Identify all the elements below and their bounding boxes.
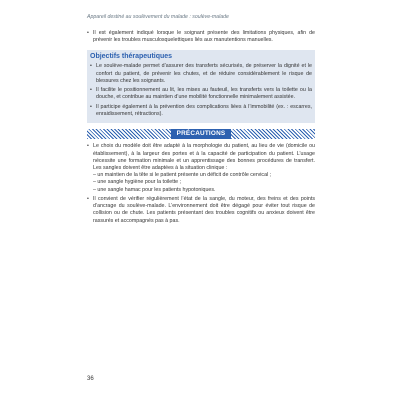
bullet-marker: • — [87, 143, 89, 150]
precaution-block — [93, 143, 315, 193]
precaution-sub-item: – une sangle hamac pour les patients hypotoniques. — [93, 186, 216, 193]
hatch-decoration-left — [87, 129, 171, 139]
precaution-sub-item: – un maintien de la tête si le patient présente un déficit de contrôle cervical ; — [93, 172, 272, 179]
precaution-text: Il convient de vérifier régulièrement l’état de la sangle, du moteur, des freins et des points d’ancrage du soulève-malade. L’environnement doit être dégagé pour éviter tout risque de collision ou de chute. Les patients présentant des troubles cognitifs ou anxieux doivent être rassurés et accompagnés pas à pas. — [93, 196, 315, 224]
precaution-item — [87, 143, 315, 193]
objective-text: Il participe également à la prévention des complications liées à l’immobilité (ex. : escarres, enraidissement, rétractions). — [96, 103, 312, 117]
page-content — [87, 30, 315, 227]
objectives-box — [87, 50, 315, 123]
bullet-marker: • — [90, 87, 92, 94]
bullet-marker: • — [87, 196, 89, 202]
bullet-marker: • — [90, 63, 92, 70]
objectives-title: Objectifs thérapeutiques — [90, 53, 173, 61]
precaution-sub-item: – une sangle hygiène pour la toilette ; — [93, 179, 182, 186]
precaution-text: Le choix du modèle doit être adapté à la morphologie du patient, au lieu de vie (domicile ou établissement), à la largeur des portes et à la capacité de participation du patient. L’usage nécessite une formation minimale et un apprentissage des bonnes procédures de transfert. Les sangles doivent être adaptées à la situation clinique : — [93, 143, 315, 171]
hatch-decoration-right — [231, 129, 315, 139]
objective-item — [90, 63, 312, 85]
objective-item — [90, 104, 312, 118]
precautions-banner — [87, 129, 315, 139]
objective-text: Le soulève-malade permet d’assurer des transferts sécurisés, de préserver la dignité et le confort du patient, de prévenir les chutes, et de réduire considérablement le risque de blessures chez les soignants. — [96, 63, 312, 84]
bullet-marker: • — [87, 30, 89, 36]
running-header: Appareil destiné au soulèvement du malade : soulève-malade — [87, 14, 229, 20]
intro-bullet-text: Il est également indiqué lorsque le soignant présente des limitations physiques, afin de prévenir les troubles musculosquelettiques liés aux manutentions manuelles. — [93, 30, 315, 44]
objective-text: Il facilite le positionnement au lit, les mises au fauteuil, les transferts vers la toilette ou la douche, et contribue au maintien d’une mobilité fonctionnelle minimalement assistée. — [96, 87, 312, 101]
objective-item — [90, 87, 312, 101]
precautions-title: PRÉCAUTIONS — [171, 129, 232, 139]
intro-bullet — [87, 30, 315, 44]
precaution-item — [87, 196, 315, 225]
bullet-marker: • — [90, 103, 92, 110]
page-number: 36 — [87, 376, 94, 382]
